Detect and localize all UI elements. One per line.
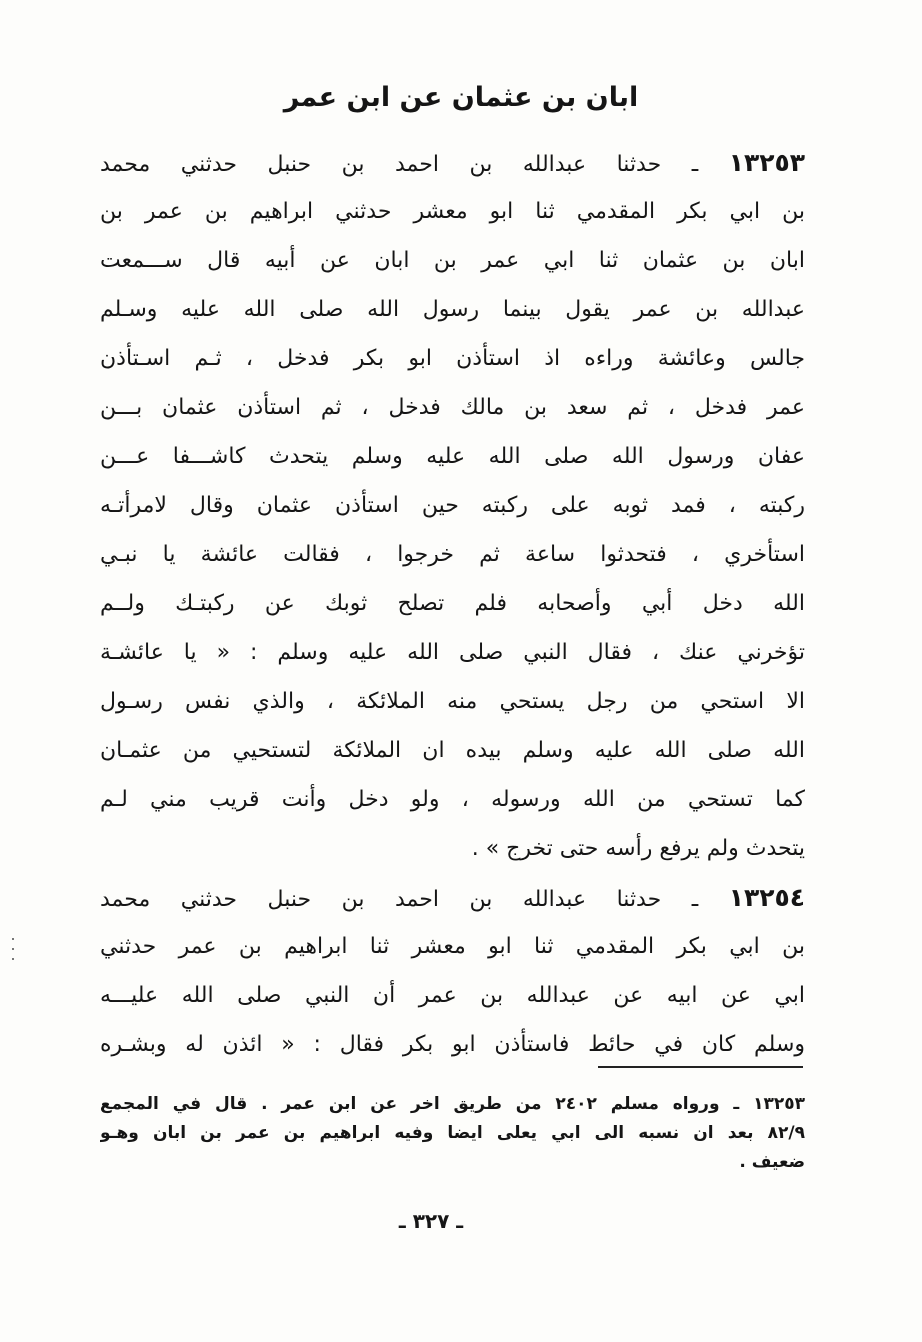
hadith-2-line-1: ١٣٢٥٤ ـ حدثنا عبدالله بن احمد بن حنبل حدثني محمد [100,883,805,912]
hadith-2-line-2: بن ابي بكر المقدمي ثنا ابو معشر ثنا ابراهيم بن عمر حدثني [100,934,805,959]
scan-speck [12,958,14,960]
hadith-1-line-8: ركبته ، فمد ثوبه على ركبته حين استأذن عثمان وقال لامرأتـه [100,493,805,518]
page-number: ـ ٣٢٧ ـ [398,1209,464,1233]
footnote-divider [598,1066,803,1068]
footnote [100,1090,805,1177]
scan-speck [12,948,14,950]
footnote-line-3: ضعيف . [739,1152,805,1172]
hadith-body [100,138,805,1069]
hadith-1-line-13: الله صلى الله عليه وسلم بيده ان الملائكة لتستحيي من عثمـان [100,738,805,763]
hadith-1-line-7: عفان ورسول الله صلى الله عليه وسلم يتحدث كاشـــفا عـــن [100,444,805,469]
hadith-1-line-10: الله دخل أبي وأصحابه فلم تصلح ثوبك عن ركبتـك ولــم [100,591,805,616]
hadith-1-line-9: استأخري ، فتحدثوا ساعة ثم خرجوا ، فقالت عائشة يا نبـي [100,542,805,567]
hadith-1-line-3: ابان بن عثمان ثنا ابي عمر بن ابان عن أبيه قال ســـمعت [100,248,805,273]
hadith-1-line-5: جالس وعائشة وراءه اذ استأذن ابو بكر فدخل ، ثـم اسـتأذن [100,346,805,371]
hadith-1-line-2: بن ابي بكر المقدمي ثنا ابو معشر حدثني ابراهيم بن عمر بن [100,199,805,224]
hadith-2-line-3: ابي عن ابيه عن عبدالله بن عمر أن النبي صلى الله عليـــه [100,983,805,1008]
hadith-2-line-4: وسلم كان في حائط فاستأذن ابو بكر فقال : « ائذن له وبشـره [100,1032,805,1057]
footnote-line-2: ٨٢/٩ بعد ان نسبه الى ابي يعلى ايضا وفيه ابراهيم بن عمر بن ابان وهـو [100,1123,805,1143]
hadith-1-line-14: كما تستحي من الله ورسوله ، ولو دخل وأنت قريب مني لـم [100,787,805,812]
scan-speck [12,938,14,940]
hadith-1-line-6: عمر فدخل ، ثم سعد بن مالك فدخل ، ثم استأذن عثمان بـــن [100,395,805,420]
footnote-line-1: ١٣٢٥٣ ـ ورواه مسلم ٢٤٠٢ من طريق اخر عن ابن عمر . قال في المجمع [100,1094,805,1114]
hadith-1-line-15: يتحدث ولم يرفع رأسه حتى تخرج » . [471,836,805,861]
hadith-1-line-4: عبدالله بن عمر يقول بينما رسول الله صلى الله عليه وسـلم [100,297,805,322]
hadith-1-line-1: ١٣٢٥٣ ـ حدثنا عبدالله بن احمد بن حنبل حدثني محمد [100,148,805,177]
hadith-1-line-11: تؤخرني عنك ، فقال النبي صلى الله عليه وسلم : « يا عائشـة [100,640,805,665]
hadith-2-number: ١٣٢٥٤ [728,883,805,912]
hadith-1-number: ١٣٢٥٣ [728,148,805,177]
hadith-1-line-12: الا استحي من رجل يستحي منه الملائكة ، والذي نفس رسـول [100,689,805,714]
page-title: ابان بن عثمان عن ابن عمر [283,82,639,113]
